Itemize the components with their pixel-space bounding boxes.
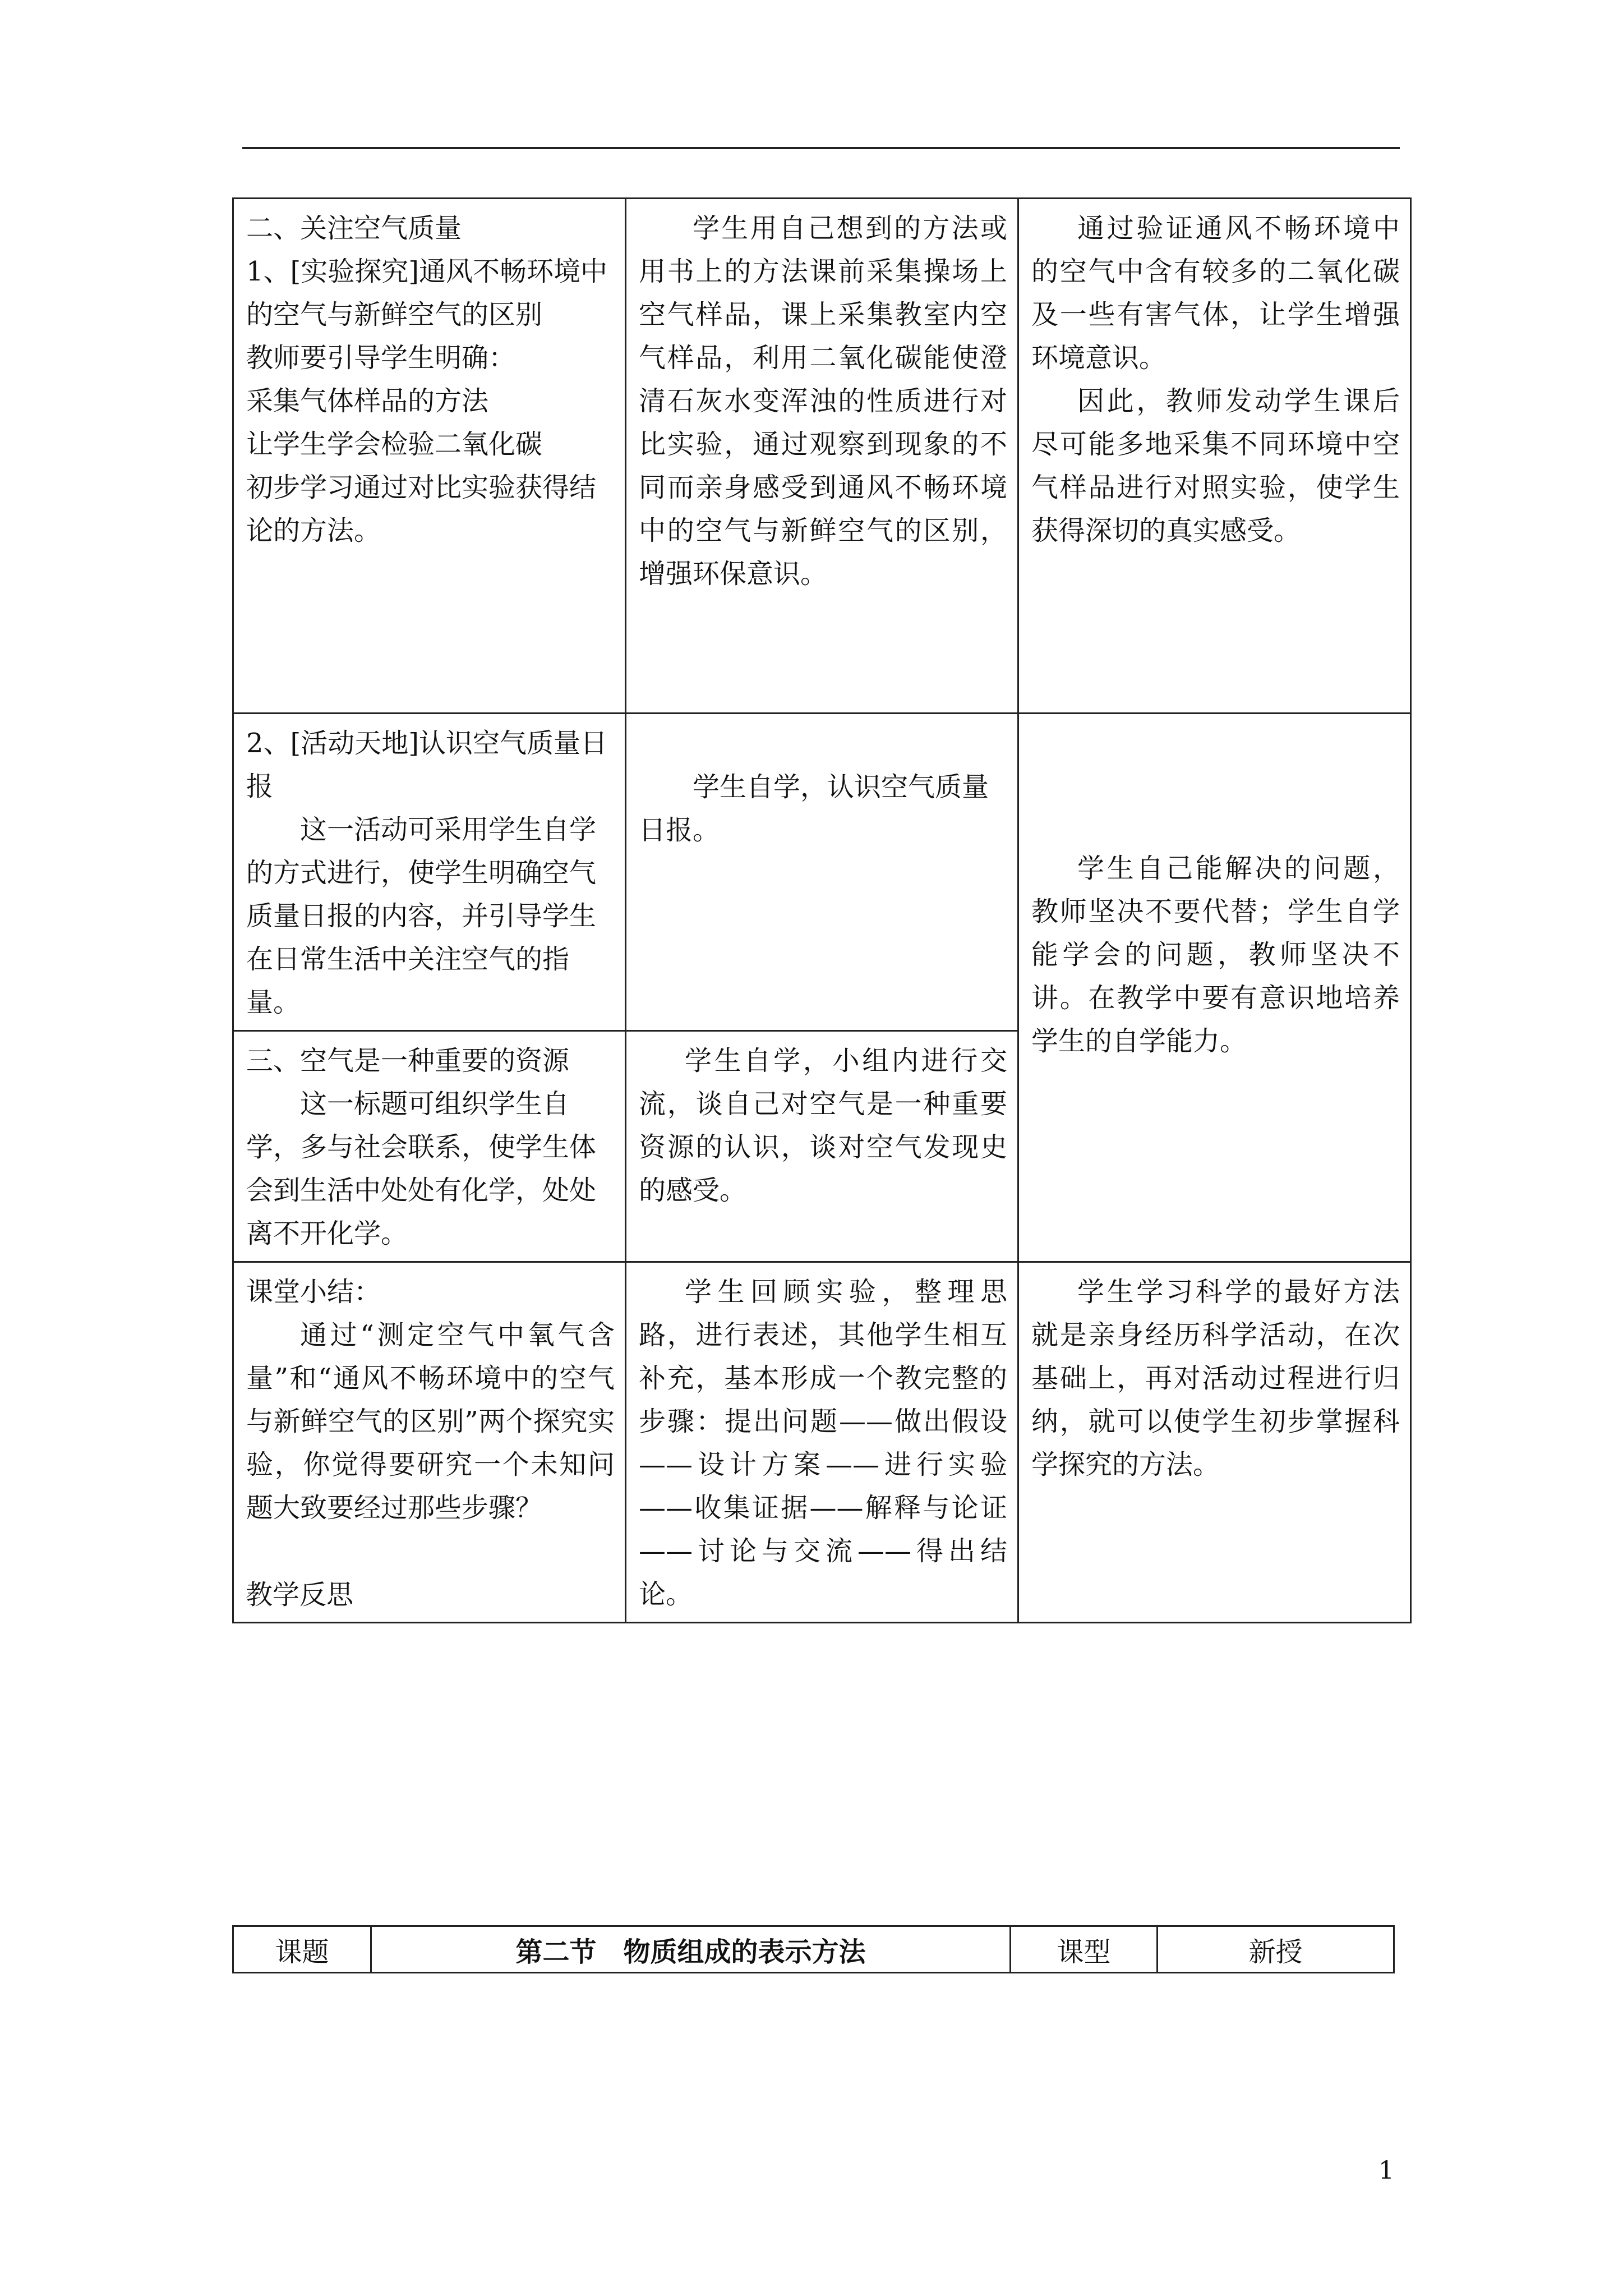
lesson-type: 新授 (1158, 1926, 1394, 1973)
guidance-point: 让学生学会检验二氧化碳 (246, 429, 543, 460)
table-row (233, 714, 1411, 1031)
summary-question: 通过“测定空气中氧气含量”和“通风不畅环境中的空气与新鲜空气的区别”两个探究实验，你觉得要研究一个未知问题大致要经过那些步骤？ (246, 1319, 615, 1524)
teaching-content-cell (233, 714, 626, 1031)
design-intent-text: 因此，教师发动学生课后尽可能多地采集不同环境中空气样品进行对照实验，使学生获得深切的真实感受。 (1031, 385, 1400, 546)
student-activity-text: 学生用自己想到的方法或用书上的方法课前采集操场上空气样品，课上采集教室内空气样品，利用二氧化碳能使澄清石灰水变浑浊的性质进行对比实验，通过观察到现象的不同而亲身感受到通风不畅环境中的空气与新鲜空气的区别，增强环保意识。 (639, 213, 1007, 590)
design-intent-cell (1018, 1262, 1411, 1623)
header-rule (242, 147, 1400, 149)
student-activity-cell (626, 714, 1018, 1031)
student-activity-cell (626, 1031, 1018, 1262)
summary-title: 课堂小结： (246, 1276, 381, 1308)
teaching-reflection-label: 教学反思 (246, 1579, 354, 1611)
topic-label: 课题 (233, 1926, 371, 1973)
section-heading: 三、空气是一种重要的资源 (246, 1045, 570, 1076)
activity-title: 2、[活动天地]认识空气质量日报 (246, 728, 607, 802)
table-row (233, 199, 1411, 714)
design-intent-text: 通过验证通风不畅环境中的空气中含有较多的二氧化碳及一些有害气体，让学生增强环境意识。 (1031, 213, 1400, 374)
teacher-guidance: 教师要引导学生明确： (246, 342, 516, 374)
page-number: 1 (1378, 2156, 1394, 2185)
student-activity-text: 学生自学，认识空气质量日报。 (639, 771, 989, 846)
section-description: 这一标题可组织学生自学，多与社会联系，使学生体会到生活中处处有化学，处处离不开化学。 (246, 1088, 597, 1249)
table-row (233, 1926, 1394, 1973)
lesson-topic: 第二节 物质组成的表示方法 (371, 1926, 1011, 1973)
student-activity-cell (626, 1262, 1018, 1623)
guidance-point: 初步学习通过对比实验获得结论的方法。 (246, 472, 597, 546)
teaching-content-cell (233, 1262, 626, 1623)
design-intent-cell (1018, 199, 1411, 714)
student-activity-text: 学生回顾实验，整理思路，进行表述，其他学生相互补充，基本形成一个教完整的步骤：提出问题——做出假设——设计方案——进行实验——收集证据——解释与论证——讨论与交流——得出结论。 (639, 1276, 1007, 1610)
activity-description: 这一活动可采用学生自学的方式进行，使学生明确空气质量日报的内容，并引导学生在日常生活中关注空气的指量。 (246, 814, 597, 1018)
experiment-title: 1、[实验探究]通风不畅环境中的空气与新鲜空气的区别 (246, 256, 607, 330)
teaching-content-cell (233, 199, 626, 714)
design-intent-text: 学生自己能解决的问题，教师坚决不要代替；学生自学能学会的问题，教师坚决不讲。在教学中要有意识地培养学生的自学能力。 (1031, 853, 1400, 1057)
design-intent-cell (1018, 714, 1411, 1262)
lesson-type-label: 课型 (1011, 1926, 1158, 1973)
student-activity-cell (626, 199, 1018, 714)
lesson-info-table (232, 1925, 1395, 1973)
student-activity-text: 学生自学，小组内进行交流，谈自己对空气是一种重要资源的认识，谈对空气发现史的感受。 (639, 1045, 1007, 1206)
design-intent-text: 学生学习科学的最好方法就是亲身经历科学活动，在次基础上，再对活动过程进行归纳，就可以使学生初步掌握科学探究的方法。 (1031, 1276, 1400, 1480)
section-heading: 二、关注空气质量 (246, 213, 462, 244)
table-row (233, 1262, 1411, 1623)
guidance-point: 采集气体样品的方法 (246, 385, 489, 417)
teaching-content-cell (233, 1031, 626, 1262)
lesson-plan-table (232, 197, 1412, 1623)
